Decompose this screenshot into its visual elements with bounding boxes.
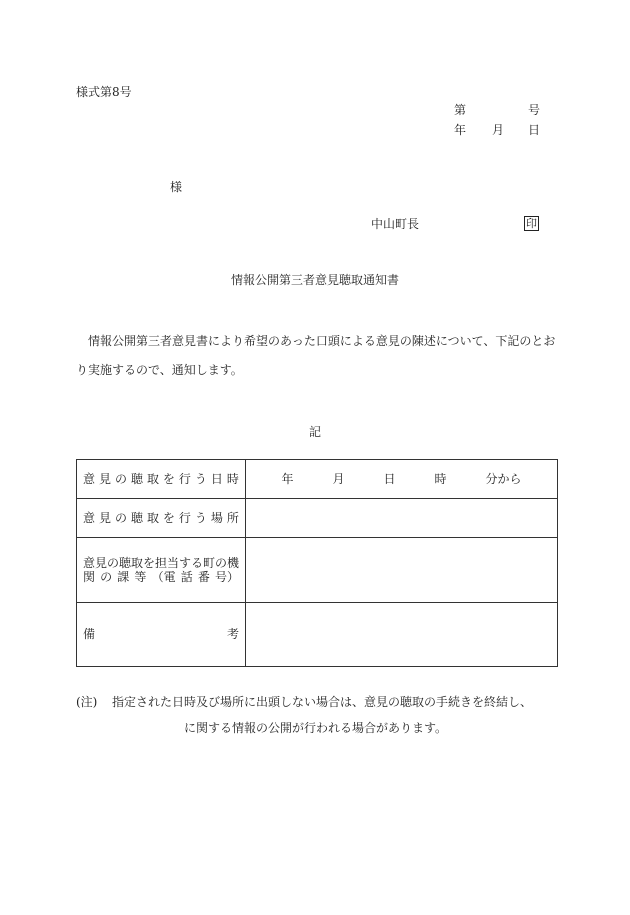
note-line-2: に関する情報の公開が行われる場合があります。 <box>184 721 448 735</box>
label-remarks <box>77 602 246 666</box>
label-char: 話 <box>180 570 193 585</box>
datetime-part: 分から <box>485 472 522 487</box>
note-marker: (注) <box>76 695 98 709</box>
seal-mark <box>524 216 539 231</box>
label-char: 時 <box>226 472 239 487</box>
seal-label: 印 <box>526 217 537 230</box>
label-char: を <box>162 511 175 526</box>
label-place <box>77 499 246 538</box>
form-number: 様式第8号 <box>76 85 132 99</box>
label-char: 場 <box>210 511 223 526</box>
value-remarks[interactable] <box>246 602 558 666</box>
label-char: 見 <box>98 511 111 526</box>
label-char: 所 <box>226 511 239 526</box>
label-char: う <box>194 472 207 487</box>
label-char: う <box>194 511 207 526</box>
date-year: 年 <box>454 123 467 137</box>
ki-heading: 記 <box>309 425 322 439</box>
note-line-1: 指定された日時及び場所に出頭しない場合は、意見の聴取の手続きを終結し、 <box>112 695 533 709</box>
row-department <box>77 538 558 602</box>
label-char: 号） <box>214 570 239 585</box>
value-datetime[interactable] <box>246 460 558 499</box>
row-place <box>77 499 558 538</box>
datetime-parts <box>252 472 551 486</box>
label-char: 意 <box>83 511 96 526</box>
label-char: 行 <box>178 511 191 526</box>
label-char: 関 <box>83 570 96 585</box>
addressee-suffix: 様 <box>170 180 183 194</box>
hearing-details-table <box>76 459 558 667</box>
label-char: 取 <box>146 472 159 487</box>
label-char: 課 <box>117 570 130 585</box>
document-number-go: 号 <box>528 103 541 117</box>
value-place[interactable] <box>246 499 558 538</box>
label-char: の <box>100 570 113 585</box>
document-number-dai: 第 <box>454 103 467 117</box>
row-datetime <box>77 460 558 499</box>
label-char: 日 <box>210 472 223 487</box>
body-line-1: 情報公開第三者意見書により希望のあった口頭による意見の陳述について、下記のとお <box>88 334 556 348</box>
datetime-part: 年 <box>281 472 294 487</box>
label-char: を <box>162 472 175 487</box>
label-char: （電 <box>151 570 176 585</box>
label-department-line-2 <box>83 570 239 584</box>
label-place-chars <box>83 511 239 525</box>
label-char: 取 <box>146 511 159 526</box>
label-char: 番 <box>197 570 210 585</box>
label-datetime-chars <box>83 472 239 486</box>
datetime-part: 日 <box>383 472 396 487</box>
datetime-part: 月 <box>332 472 345 487</box>
date-month: 月 <box>492 123 505 137</box>
document-title: 情報公開第三者意見聴取通知書 <box>231 273 400 287</box>
label-char: 聴 <box>130 511 143 526</box>
label-char: 等 <box>134 570 147 585</box>
label-char: 聴 <box>130 472 143 487</box>
label-char: 備 <box>83 627 96 642</box>
label-char: の <box>114 511 127 526</box>
label-char: の <box>114 472 127 487</box>
value-department[interactable] <box>246 538 558 602</box>
body-line-2: り実施するので、通知します。 <box>76 363 243 377</box>
row-remarks <box>77 602 558 666</box>
label-char: 意 <box>83 472 96 487</box>
label-remarks-chars <box>83 627 239 641</box>
label-char: 見 <box>98 472 111 487</box>
label-department-line-1: 意見の聴取を担当する町の機 <box>83 556 240 571</box>
datetime-part: 時 <box>434 472 447 487</box>
label-datetime <box>77 460 246 499</box>
label-char: 行 <box>178 472 191 487</box>
date-day: 日 <box>528 123 541 137</box>
issuer-name: 中山町長 <box>371 217 420 231</box>
label-char: 考 <box>226 627 239 642</box>
label-department <box>77 538 246 602</box>
